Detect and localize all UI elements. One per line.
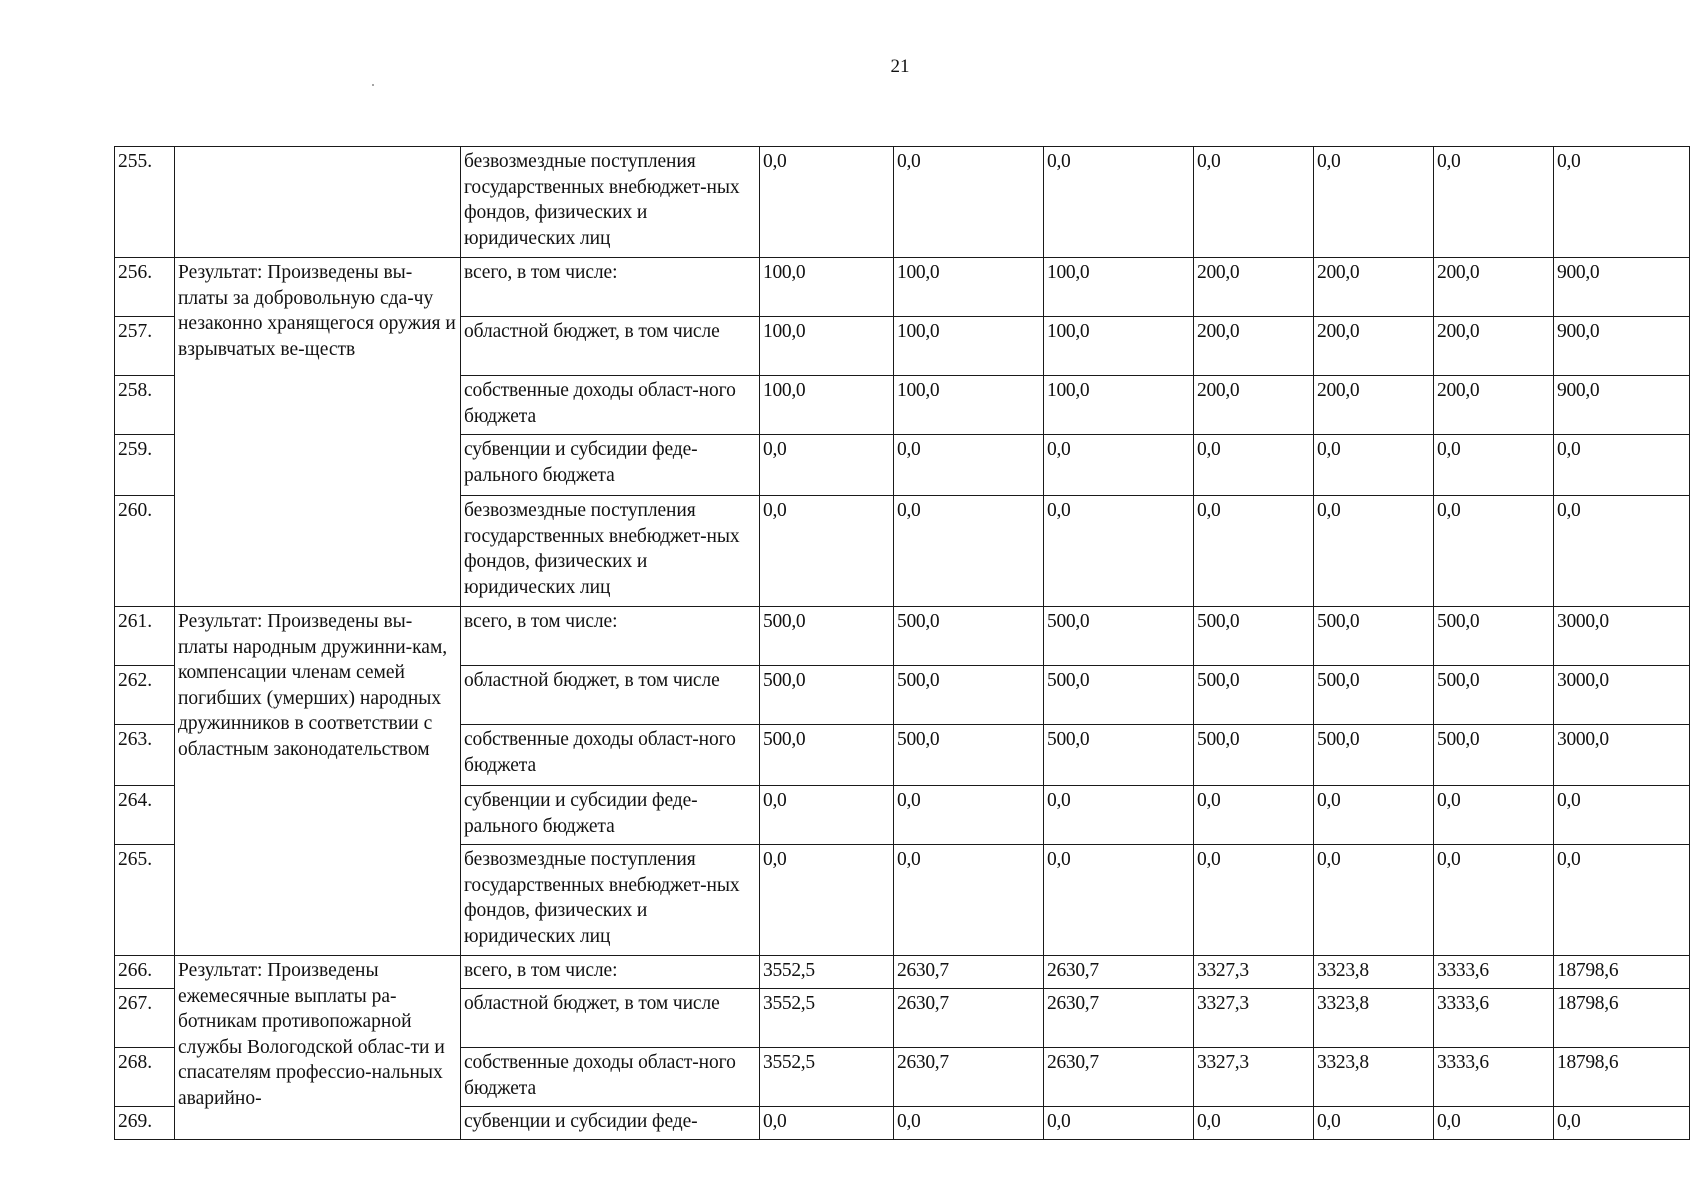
row-number: 258. [115, 376, 175, 435]
year-value: 0,0 [1044, 147, 1194, 258]
year-value: 0,0 [1434, 147, 1554, 258]
year-value: 500,0 [894, 666, 1044, 725]
year-value: 500,0 [894, 607, 1044, 666]
year-value: 0,0 [1314, 1107, 1434, 1140]
year-value: 0,0 [1194, 1107, 1314, 1140]
row-number: 267. [115, 989, 175, 1048]
year-value: 0,0 [1194, 845, 1314, 956]
row-number: 265. [115, 845, 175, 956]
result-description: Результат: Произведены вы-платы народным дружинни-кам, компенсации членам семей погибших (умерших) народных дружинников в соответствии с областным законодательством [175, 607, 461, 956]
year-value: 3327,3 [1194, 1048, 1314, 1107]
total-value: 0,0 [1554, 496, 1690, 607]
year-value: 3333,6 [1434, 989, 1554, 1048]
funding-source: областной бюджет, в том числе [461, 989, 760, 1048]
year-value: 0,0 [1434, 496, 1554, 607]
year-value: 100,0 [760, 317, 894, 376]
year-value: 3552,5 [760, 956, 894, 989]
total-value: 0,0 [1554, 147, 1690, 258]
row-number: 266. [115, 956, 175, 989]
table-row [115, 956, 1690, 989]
year-value: 2630,7 [894, 956, 1044, 989]
total-value: 3000,0 [1554, 725, 1690, 786]
year-value: 500,0 [1194, 666, 1314, 725]
year-value: 200,0 [1434, 376, 1554, 435]
total-value: 900,0 [1554, 376, 1690, 435]
year-value: 100,0 [1044, 258, 1194, 317]
year-value: 2630,7 [1044, 1048, 1194, 1107]
total-value: 900,0 [1554, 317, 1690, 376]
total-value: 18798,6 [1554, 1048, 1690, 1107]
year-value: 200,0 [1314, 376, 1434, 435]
total-value: 18798,6 [1554, 989, 1690, 1048]
year-value: 3552,5 [760, 1048, 894, 1107]
year-value: 500,0 [1194, 607, 1314, 666]
year-value: 0,0 [1314, 496, 1434, 607]
row-number: 262. [115, 666, 175, 725]
year-value: 0,0 [1314, 786, 1434, 845]
row-number: 255. [115, 147, 175, 258]
year-value: 0,0 [894, 435, 1044, 496]
year-value: 500,0 [760, 607, 894, 666]
year-value: 500,0 [760, 725, 894, 786]
year-value: 500,0 [760, 666, 894, 725]
row-number: 269. [115, 1107, 175, 1140]
year-value: 0,0 [1044, 845, 1194, 956]
funding-source: субвенции и субсидии феде-рального бюджета [461, 435, 760, 496]
year-value: 3327,3 [1194, 956, 1314, 989]
year-value: 500,0 [1194, 725, 1314, 786]
year-value: 0,0 [894, 1107, 1044, 1140]
year-value: 500,0 [1044, 725, 1194, 786]
year-value: 500,0 [1314, 607, 1434, 666]
year-value: 3327,3 [1194, 989, 1314, 1048]
year-value: 0,0 [1314, 147, 1434, 258]
year-value: 500,0 [1314, 666, 1434, 725]
funding-source: всего, в том числе: [461, 956, 760, 989]
year-value: 0,0 [1194, 435, 1314, 496]
funding-source: собственные доходы област-ного бюджета [461, 1048, 760, 1107]
year-value: 3323,8 [1314, 1048, 1434, 1107]
year-value: 200,0 [1314, 258, 1434, 317]
total-value: 0,0 [1554, 435, 1690, 496]
total-value: 3000,0 [1554, 607, 1690, 666]
year-value: 2630,7 [894, 989, 1044, 1048]
year-value: 0,0 [1434, 786, 1554, 845]
row-number: 263. [115, 725, 175, 786]
year-value: 0,0 [1434, 1107, 1554, 1140]
year-value: 200,0 [1194, 376, 1314, 435]
year-value: 3333,6 [1434, 956, 1554, 989]
funding-source: субвенции и субсидии феде-рального бюджета [461, 786, 760, 845]
year-value: 0,0 [1044, 786, 1194, 845]
year-value: 0,0 [1044, 496, 1194, 607]
year-value: 200,0 [1314, 317, 1434, 376]
row-number: 268. [115, 1048, 175, 1107]
row-number: 260. [115, 496, 175, 607]
total-value: 18798,6 [1554, 956, 1690, 989]
year-value: 0,0 [1194, 147, 1314, 258]
row-number: 256. [115, 258, 175, 317]
result-description: Результат: Произведены ежемесячные выплаты ра-ботникам противопожарной службы Вологодской облас-ти и спасателям профессио-нальных аварийно- [175, 956, 461, 1140]
year-value: 0,0 [760, 786, 894, 845]
year-value: 0,0 [760, 1107, 894, 1140]
result-cell-empty [175, 147, 461, 258]
year-value: 0,0 [760, 496, 894, 607]
funding-source: безвозмездные поступления государственных внебюджет-ных фондов, физических и юридических лиц [461, 845, 760, 956]
page-number: 21 [890, 56, 910, 77]
budget-table [114, 146, 1690, 1140]
year-value: 200,0 [1194, 317, 1314, 376]
year-value: 100,0 [894, 317, 1044, 376]
year-value: 0,0 [760, 147, 894, 258]
year-value: 0,0 [760, 845, 894, 956]
year-value: 200,0 [1194, 258, 1314, 317]
year-value: 100,0 [894, 376, 1044, 435]
year-value: 200,0 [1434, 258, 1554, 317]
year-value: 500,0 [1434, 725, 1554, 786]
year-value: 500,0 [1044, 607, 1194, 666]
year-value: 0,0 [894, 496, 1044, 607]
year-value: 0,0 [1194, 496, 1314, 607]
year-value: 100,0 [894, 258, 1044, 317]
row-number: 261. [115, 607, 175, 666]
year-value: 100,0 [1044, 317, 1194, 376]
year-value: 3552,5 [760, 989, 894, 1048]
year-value: 2630,7 [1044, 989, 1194, 1048]
year-value: 0,0 [1314, 845, 1434, 956]
total-value: 0,0 [1554, 845, 1690, 956]
year-value: 200,0 [1434, 317, 1554, 376]
year-value: 3323,8 [1314, 989, 1434, 1048]
total-value: 900,0 [1554, 258, 1690, 317]
year-value: 100,0 [760, 376, 894, 435]
funding-source: безвозмездные поступления государственных внебюджет-ных фондов, физических и юридических лиц [461, 496, 760, 607]
year-value: 0,0 [1044, 1107, 1194, 1140]
year-value: 500,0 [1314, 725, 1434, 786]
year-value: 0,0 [894, 786, 1044, 845]
row-number: 257. [115, 317, 175, 376]
funding-source: всего, в том числе: [461, 258, 760, 317]
year-value: 0,0 [894, 147, 1044, 258]
table-row [115, 607, 1690, 666]
year-value: 3323,8 [1314, 956, 1434, 989]
row-number: 259. [115, 435, 175, 496]
total-value: 0,0 [1554, 1107, 1690, 1140]
year-value: 0,0 [1434, 845, 1554, 956]
row-number: 264. [115, 786, 175, 845]
year-value: 2630,7 [894, 1048, 1044, 1107]
funding-source: всего, в том числе: [461, 607, 760, 666]
funding-source: безвозмездные поступления государственных внебюджет-ных фондов, физических и юридических лиц [461, 147, 760, 258]
table-row [115, 147, 1690, 258]
year-value: 0,0 [1434, 435, 1554, 496]
scan-speck [372, 84, 374, 86]
year-value: 0,0 [894, 845, 1044, 956]
year-value: 0,0 [1314, 435, 1434, 496]
year-value: 0,0 [760, 435, 894, 496]
total-value: 0,0 [1554, 786, 1690, 845]
table-row [115, 258, 1690, 317]
year-value: 500,0 [894, 725, 1044, 786]
year-value: 500,0 [1434, 666, 1554, 725]
funding-source: субвенции и субсидии феде- [461, 1107, 760, 1140]
funding-source: областной бюджет, в том числе [461, 666, 760, 725]
total-value: 3000,0 [1554, 666, 1690, 725]
year-value: 0,0 [1194, 786, 1314, 845]
funding-source: областной бюджет, в том числе [461, 317, 760, 376]
result-description: Результат: Произведены вы-платы за добровольную сда-чу незаконно хранящегося оружия и взрывчатых ве-ществ [175, 258, 461, 607]
funding-source: собственные доходы област-ного бюджета [461, 725, 760, 786]
year-value: 500,0 [1044, 666, 1194, 725]
year-value: 100,0 [760, 258, 894, 317]
year-value: 500,0 [1434, 607, 1554, 666]
year-value: 3333,6 [1434, 1048, 1554, 1107]
year-value: 0,0 [1044, 435, 1194, 496]
year-value: 2630,7 [1044, 956, 1194, 989]
funding-source: собственные доходы област-ного бюджета [461, 376, 760, 435]
year-value: 100,0 [1044, 376, 1194, 435]
